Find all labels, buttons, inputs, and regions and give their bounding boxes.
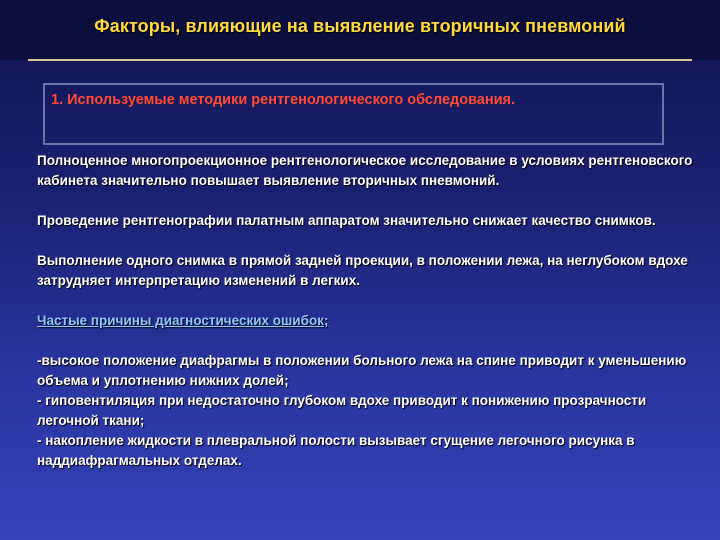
paragraph-1: Полноценное многопроекционное рентгенологическое исследование в условиях рентгеновского кабинета значительно повышает выявление вторичных пневмоний.: [37, 153, 693, 188]
title-divider: [28, 59, 692, 61]
list-item-1: -высокое положение диафрагмы в положении больного лежа на спине приводит к уменьшению объема и уплотнению нижних долей;: [37, 353, 687, 388]
slide-content: [37, 151, 697, 471]
paragraph-2: Проведение рентгенографии палатным аппаратом значительно снижает качество снимков.: [37, 213, 656, 228]
slide-title: Факторы, влияющие на выявление вторичных пневмоний: [94, 16, 626, 36]
list-item-2: - гиповентиляция при недостаточно глубоком вдохе приводит к понижению прозрачности легочной ткани;: [37, 393, 647, 428]
box-heading: 1. Используемые методики рентгенологического обследования.: [51, 92, 516, 108]
diagnostic-errors-link[interactable]: Частые причины диагностических ошибок;: [37, 313, 329, 328]
heading-box: [43, 83, 664, 145]
paragraph-3: Выполнение одного снимка в прямой задней проекции, в положении лежа, на неглубоком вдохе затрудняет интерпретацию изменений в легких.: [37, 253, 688, 288]
list-item-3: - накопление жидкости в плевральной полости вызывает сгущение легочного рисунка в наддиафрагмальных отделах.: [37, 433, 635, 468]
